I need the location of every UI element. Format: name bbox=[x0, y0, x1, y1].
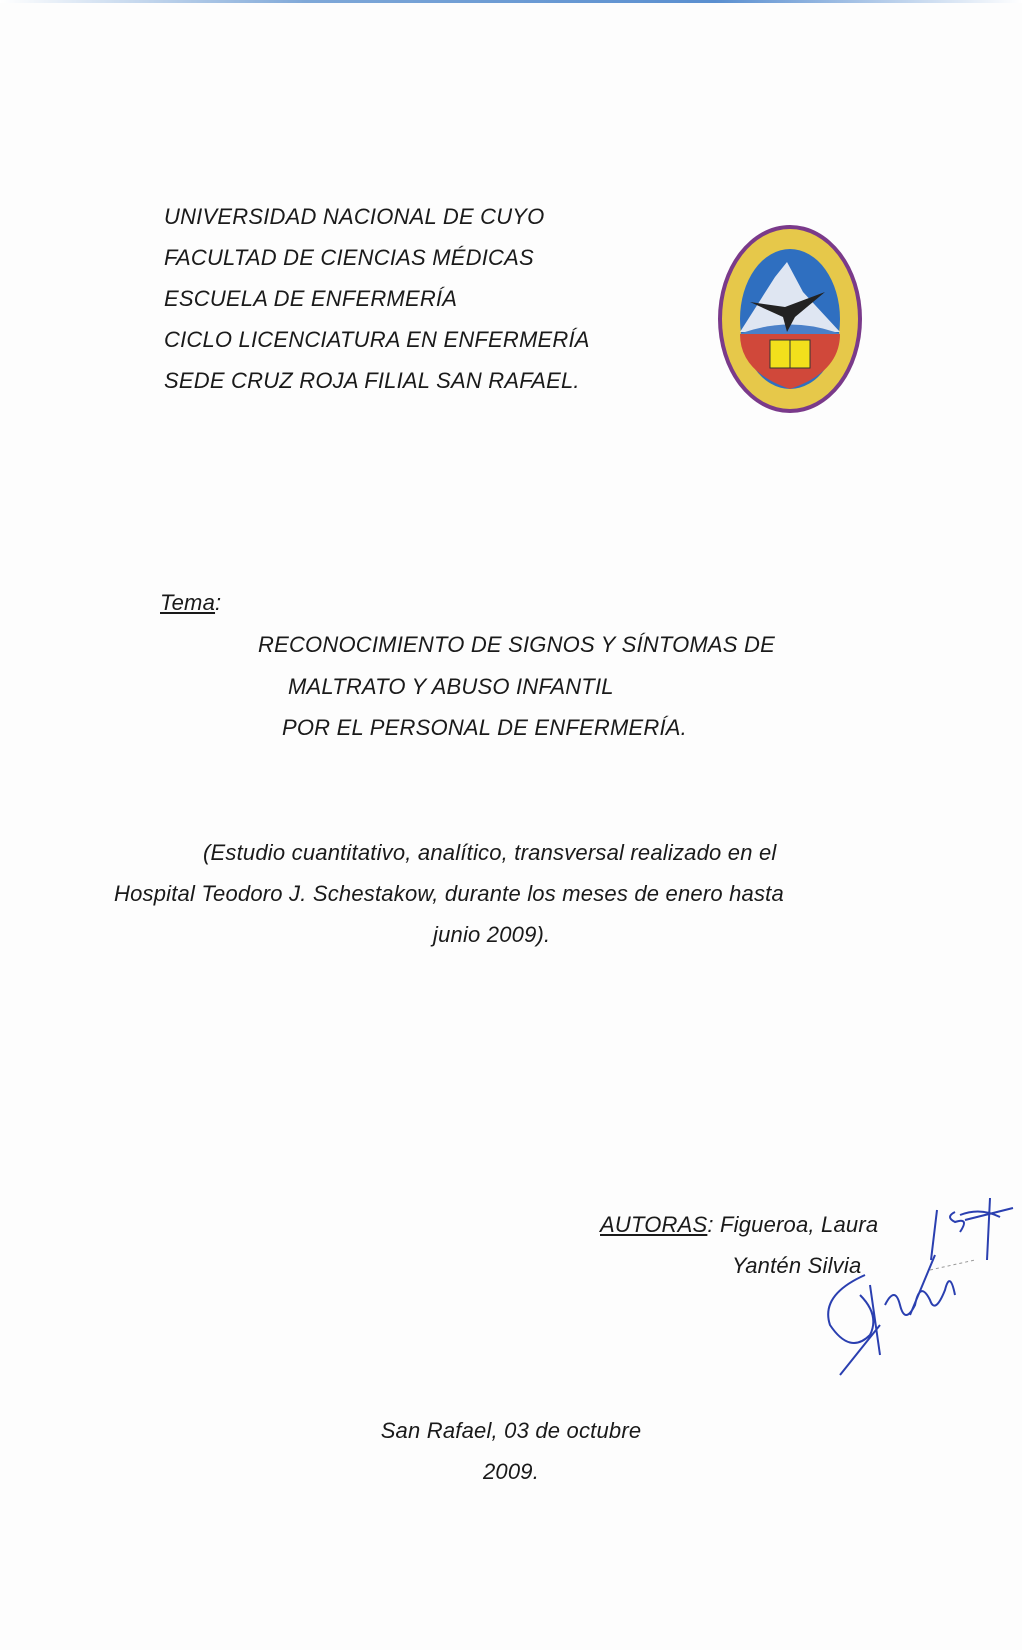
university-name: UNIVERSIDAD NACIONAL DE CUYO bbox=[164, 204, 545, 229]
place-and-date: San Rafael, 03 de octubre bbox=[380, 1418, 642, 1443]
scan-edge-line bbox=[0, 0, 1022, 3]
thesis-title-line-3: POR EL PERSONAL DE ENFERMERÍA. bbox=[282, 715, 687, 740]
topic-label: Tema bbox=[160, 590, 216, 615]
faculty-name: FACULTAD DE CIENCIAS MÉDICAS bbox=[164, 245, 534, 270]
thesis-title-line-1: RECONOCIMIENTO DE SIGNOS Y SÍNTOMAS DE bbox=[258, 632, 775, 657]
campus-name: SEDE CRUZ ROJA FILIAL SAN RAFAEL. bbox=[164, 368, 580, 393]
author-name-2: Yantén Silvia bbox=[732, 1253, 862, 1278]
study-description-line-2: Hospital Teodoro J. Schestakow, durante los meses de enero hasta bbox=[114, 881, 784, 906]
author-name-1: Figueroa, Laura bbox=[719, 1212, 879, 1237]
topic-colon: : bbox=[215, 590, 222, 615]
school-name: ESCUELA DE ENFERMERÍA bbox=[164, 286, 458, 311]
thesis-title-line-2: MALTRATO Y ABUSO INFANTIL bbox=[288, 674, 614, 699]
authors-colon: : bbox=[707, 1212, 714, 1237]
program-name: CICLO LICENCIATURA EN ENFERMERÍA bbox=[164, 327, 590, 352]
signature-yanten bbox=[810, 1245, 980, 1385]
study-description-line-1: (Estudio cuantitativo, analítico, transversal realizado en el bbox=[203, 840, 777, 865]
university-seal-logo bbox=[715, 222, 865, 417]
topic-label-row bbox=[160, 590, 221, 616]
authors-row bbox=[600, 1212, 878, 1238]
year: 2009. bbox=[482, 1459, 540, 1484]
authors-label: AUTORAS bbox=[600, 1212, 708, 1237]
study-description-line-3: junio 2009). bbox=[433, 922, 551, 947]
